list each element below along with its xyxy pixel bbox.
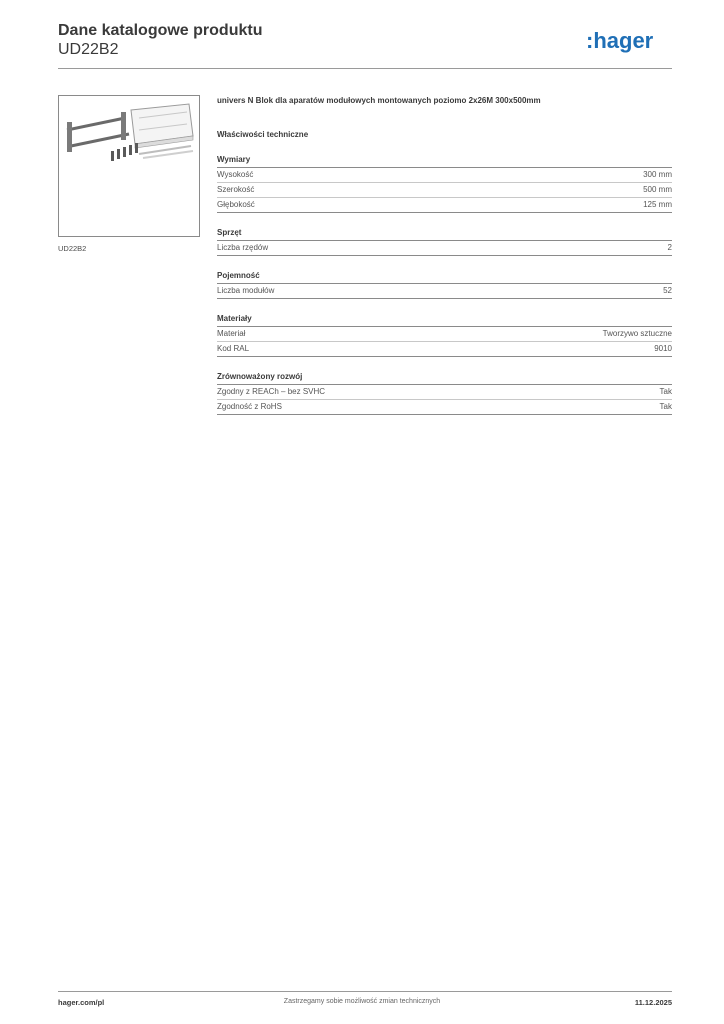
- section-sustainability: [217, 371, 672, 415]
- spec-label: Zgodny z REACh – bez SVHC: [217, 387, 326, 396]
- image-caption: UD22B2: [58, 244, 87, 253]
- spec-label: Kod RAL: [217, 344, 250, 353]
- spec-row: [217, 168, 672, 183]
- header-divider: [58, 68, 672, 69]
- footer-date: 11.12.2025: [634, 998, 672, 1007]
- spec-value: 125 mm: [643, 200, 672, 209]
- section-equipment: [217, 227, 672, 256]
- spec-label: Liczba modułów: [217, 286, 275, 295]
- spec-value: Tworzywo sztuczne: [602, 329, 672, 338]
- section-title: Pojemność: [217, 270, 672, 284]
- spec-row: [217, 400, 672, 415]
- document-subtitle: UD22B2: [58, 41, 119, 58]
- section-title: Wymiary: [217, 154, 672, 168]
- spec-label: Wysokość: [217, 170, 254, 179]
- product-details: [217, 95, 672, 415]
- section-dimensions: [217, 154, 672, 213]
- hager-logo-icon: [586, 28, 672, 54]
- spec-row: [217, 284, 672, 299]
- spec-value: 500 mm: [643, 185, 672, 194]
- spec-value: 2: [667, 243, 672, 252]
- spec-value: 9010: [654, 344, 672, 353]
- spec-value: 52: [663, 286, 672, 295]
- spec-label: Szerokość: [217, 185, 255, 194]
- document-title: Dane katalogowe produktu: [58, 22, 263, 39]
- spec-label: Liczba rzędów: [217, 243, 269, 252]
- footer-disclaimer: Zastrzegamy sobie możliwość zmian technicznych: [283, 998, 441, 1005]
- footer-website: hager.com/pl: [58, 998, 105, 1007]
- technical-properties-heading: Właściwości techniczne: [217, 130, 309, 139]
- spec-row: [217, 183, 672, 198]
- spec-row: [217, 342, 672, 357]
- spec-value: 300 mm: [643, 170, 672, 179]
- spec-row: [217, 241, 672, 256]
- product-photo-icon: [59, 96, 199, 236]
- spec-row: [217, 385, 672, 400]
- section-materials: [217, 313, 672, 357]
- section-title: Sprzęt: [217, 227, 672, 241]
- section-capacity: [217, 270, 672, 299]
- spec-value: Tak: [659, 387, 672, 396]
- spec-value: Tak: [659, 402, 672, 411]
- page-header: [58, 22, 672, 68]
- product-image: [58, 95, 200, 237]
- section-title: Materiały: [217, 313, 672, 327]
- spec-label: Zgodność z RoHS: [217, 402, 282, 411]
- section-title: Zrównoważony rozwój: [217, 371, 672, 385]
- footer-divider: [58, 991, 672, 992]
- spec-label: Głębokość: [217, 200, 255, 209]
- spec-row: [217, 198, 672, 213]
- spec-label: Materiał: [217, 329, 246, 338]
- spec-row: [217, 327, 672, 342]
- product-description: univers N Blok dla aparatów modułowych montowanych poziomo 2x26M 300x500mm: [217, 96, 541, 105]
- logo-text: :hager: [586, 28, 654, 53]
